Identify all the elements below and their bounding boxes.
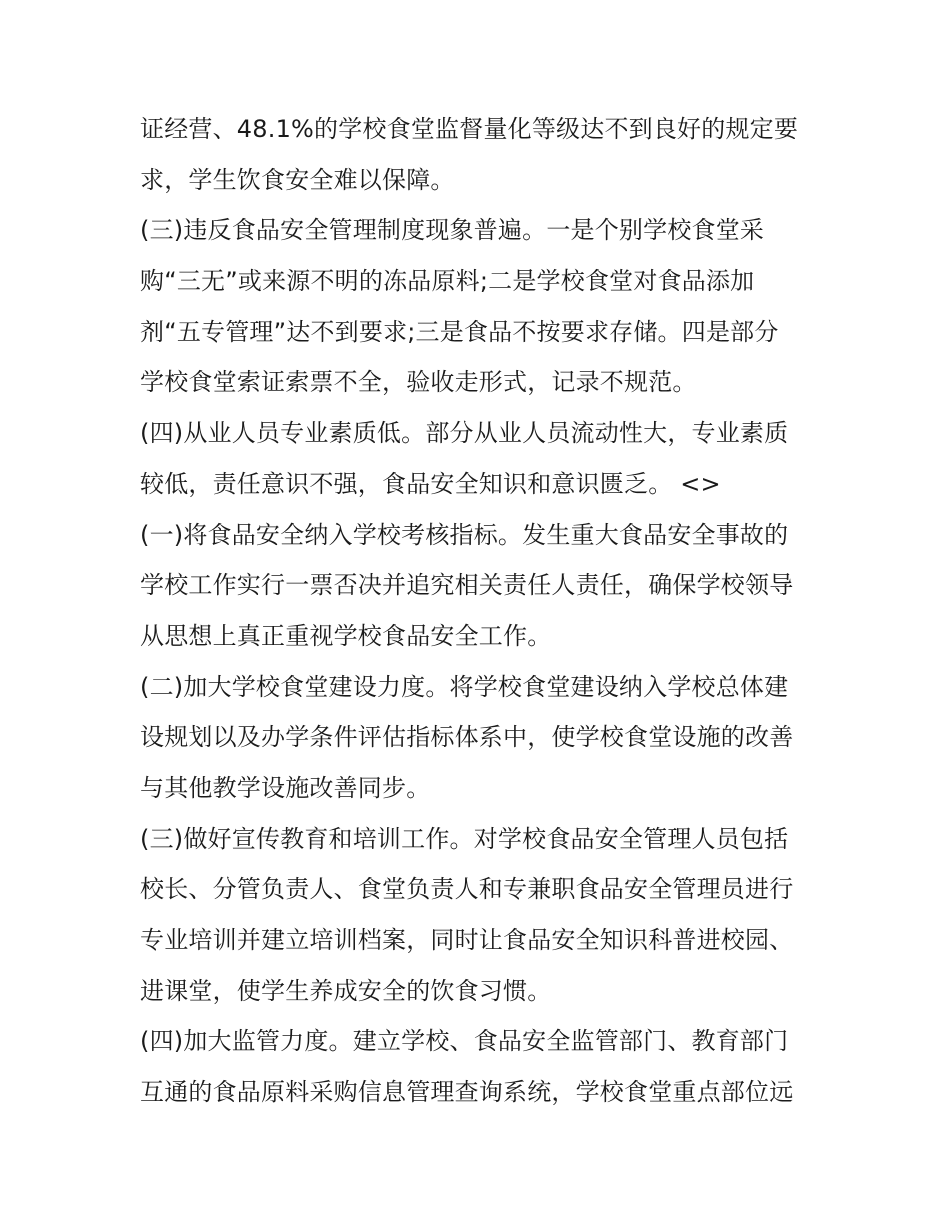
text-line: 与其他教学设施改善同步。 <box>140 773 431 802</box>
text-line: (四)从业人员专业素质低。部分从业人员流动性大，专业素质 <box>140 419 789 448</box>
text-line: (三)违反食品安全管理制度现象普遍。一是个别学校食堂采 <box>140 216 765 245</box>
text-line: (四)加大监管力度。建立学校、食品安全监管部门、教育部门 <box>140 1027 789 1056</box>
text-line: 校长、分管负责人、食堂负责人和专兼职食品安全管理员进行 <box>140 875 794 904</box>
text-line: 从思想上真正重视学校食品安全工作。 <box>140 621 552 650</box>
text-line: 互通的食品原料采购信息管理查询系统，学校食堂重点部位远 <box>140 1078 794 1107</box>
text-line: 证经营、48.1%的学校食堂监督量化等级达不到良好的规定要 <box>140 115 799 143</box>
document-body <box>140 104 830 1118</box>
text-line: (三)做好宣传教育和培训工作。对学校食品安全管理人员包括 <box>140 824 789 853</box>
text-line: (一)将食品安全纳入学校考核指标。发生重大食品安全事故的 <box>140 520 789 549</box>
text-line: 求，学生饮食安全难以保障。 <box>140 165 455 194</box>
text-line: 购“三无”或来源不明的冻品原料;二是学校食堂对食品添加 <box>140 267 755 296</box>
text-line: 专业培训并建立培训档案，同时让食品安全知识科普进校园、 <box>140 926 794 954</box>
text-line: 进课堂，使学生养成安全的饮食习惯。 <box>140 976 552 1005</box>
text-line: 设规划以及办学条件评估指标体系中，使学校食堂设施的改善 <box>140 723 794 752</box>
text-line: (二)加大学校食堂建设力度。将学校食堂建设纳入学校总体建 <box>140 672 789 701</box>
text-line: 剂“五专管理”达不到要求;三是食品不按要求存储。四是部分 <box>140 317 779 346</box>
text-line: 学校工作实行一票否决并追究相关责任人责任，确保学校领导 <box>140 571 794 600</box>
text-line: 较低，责任意识不强，食品安全知识和意识匮乏。 <> <box>140 469 721 498</box>
text-line: 学校食堂索证索票不全，验收走形式，记录不规范。 <box>140 368 697 397</box>
